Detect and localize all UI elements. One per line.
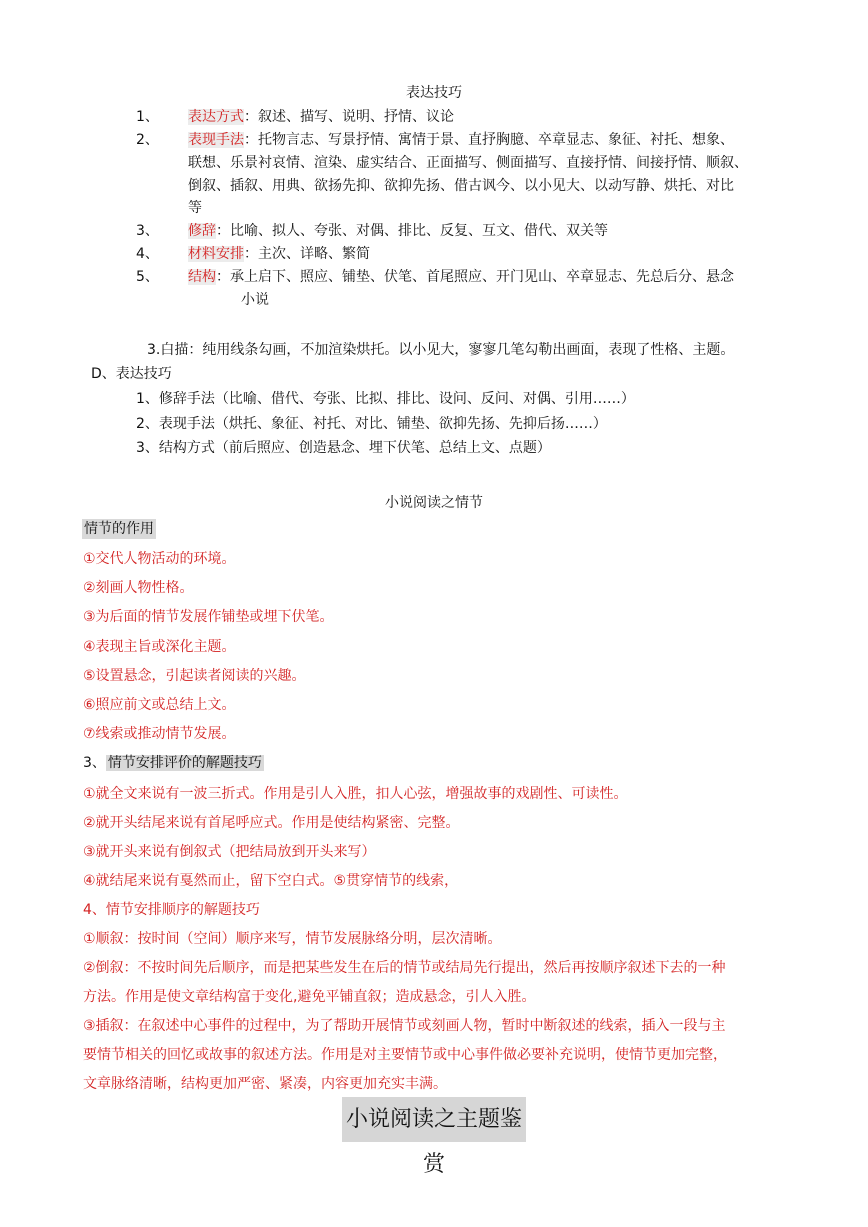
- plot-role-item: ⑥照应前文或总结上文。: [83, 697, 236, 713]
- item-number: 2、: [136, 132, 159, 148]
- item-text: 联想、乐景衬哀情、渲染、虚实结合、正面描写、侧面描写、直接抒情、间接抒情、顺叙、: [188, 155, 748, 171]
- item-text: ：叙述、描写、说明、抒情、议论: [244, 109, 454, 125]
- item-text: ：主次、详略、繁简: [244, 246, 370, 262]
- plot-eval-item: ①就全文来说有一波三折式。作用是引人入胜，扣人心弦，增强故事的戏剧性、可读性。: [83, 786, 628, 802]
- plot-order-heading: 4、情节安排顺序的解题技巧: [83, 902, 260, 918]
- item-text: ：托物言志、写景抒情、寓情于景、直抒胸臆、卒章显志、象征、衬托、想象、: [244, 132, 734, 148]
- item-line: [188, 221, 608, 241]
- plot-order-item: ③插叙：在叙述中心事件的过程中，为了帮助开展情节或刻画人物，暂时中断叙述的线索，插入一段与主: [83, 1018, 726, 1034]
- section-d-item: 3、结构方式（前后照应、创造悬念、埋下伏笔、总结上文、点题）: [136, 440, 551, 456]
- item-number: 1、: [136, 109, 159, 125]
- plot-role-item: ①交代人物活动的环境。: [83, 551, 236, 567]
- plot-eval-item: ④就结尾来说有戛然而止，留下空白式。⑤贯穿情节的线索，: [83, 873, 459, 889]
- item-number: 5、: [136, 269, 159, 285]
- item-text: 等: [188, 200, 202, 216]
- plot-role-item: ②刻画人物性格。: [83, 580, 194, 596]
- plot-order-item: ①顺叙：按时间（空间）顺序来写，情节发展脉络分明，层次清晰。: [83, 931, 502, 947]
- plot-order-item: ②倒叙：不按时间先后顺序，而是把某些发生在后的情节或结局先行提出，然后再按顺序叙述下去的一种: [83, 960, 726, 976]
- plot-role-item: ⑦线索或推动情节发展。: [83, 726, 236, 742]
- plot-role-item: ④表现主旨或深化主题。: [83, 639, 236, 655]
- plot-role-item: ③为后面的情节发展作铺垫或埋下伏笔。: [83, 609, 334, 625]
- term-expression-method: 表达方式: [188, 109, 244, 125]
- plot-order-item: 方法。作用是使文章结构富于变化,避免平铺直叙；造成悬念，引人入胜。: [83, 989, 536, 1005]
- term-rhetoric: 修辞: [188, 223, 216, 239]
- plot-role-heading: 情节的作用: [84, 521, 154, 537]
- section-d-item: 2、表现手法（烘托、象征、衬托、对比、铺垫、欲抑先扬、先抑后扬……）: [136, 416, 607, 432]
- item-line: [188, 244, 370, 264]
- term-technique: 表现手法: [188, 132, 244, 148]
- plot-order-item: 要情节相关的回忆或故事的叙述方法。作用是对主要情节或中心事件做必要补充说明，使情节更加完整，: [83, 1047, 727, 1063]
- plot-eval-heading: [83, 753, 264, 773]
- item-text: ：比喻、拟人、夸张、对偶、排比、反复、互文、借代、双关等: [216, 223, 608, 239]
- term-material-arrangement: 材料安排: [188, 246, 244, 262]
- section-d-item: 1、修辞手法（比喻、借代、夸张、比拟、排比、设问、反问、对偶、引用……）: [136, 391, 635, 407]
- item-text: 小说: [241, 292, 269, 308]
- item-text: 倒叙、插叙、用典、欲扬先抑、欲抑先扬、借古讽今、以小见大、以动写静、烘托、对比: [188, 178, 734, 194]
- section-d-heading: D、表达技巧: [91, 366, 172, 382]
- plot-section-title: 小说阅读之情节: [385, 495, 483, 511]
- term-structure: 结构: [188, 269, 216, 285]
- theme-section-title: 小说阅读之主题鉴赏: [342, 1097, 526, 1142]
- plot-order-item: 文章脉络清晰，结构更加严密、紧凑，内容更加充实丰满。: [83, 1076, 447, 1092]
- item-line: [188, 130, 734, 150]
- plot-eval-number: 3、: [83, 755, 106, 771]
- item-number: 3、: [136, 223, 159, 239]
- item-text: ：承上启下、照应、铺垫、伏笔、首尾照应、开门见山、卒章显志、先总后分、悬念: [216, 269, 734, 285]
- plot-eval-item: ②就开头结尾来说有首尾呼应式。作用是使结构紧密、完整。: [83, 815, 460, 831]
- plot-role-item: ⑤设置悬念，引起读者阅读的兴趣。: [83, 668, 306, 684]
- plot-eval-item: ③就开头来说有倒叙式（把结局放到开头来写）: [83, 844, 376, 860]
- item-line: [188, 267, 734, 287]
- baimiao-line: 3.白描：纯用线条勾画，不加渲染烘托。以小见大，寥寥几笔勾勒出画面，表现了性格、主题。: [147, 342, 735, 358]
- section-title-expression: 表达技巧: [406, 85, 462, 101]
- item-number: 4、: [136, 246, 159, 262]
- item-line: [188, 107, 454, 127]
- plot-eval-title: 情节安排评价的解题技巧: [107, 755, 262, 771]
